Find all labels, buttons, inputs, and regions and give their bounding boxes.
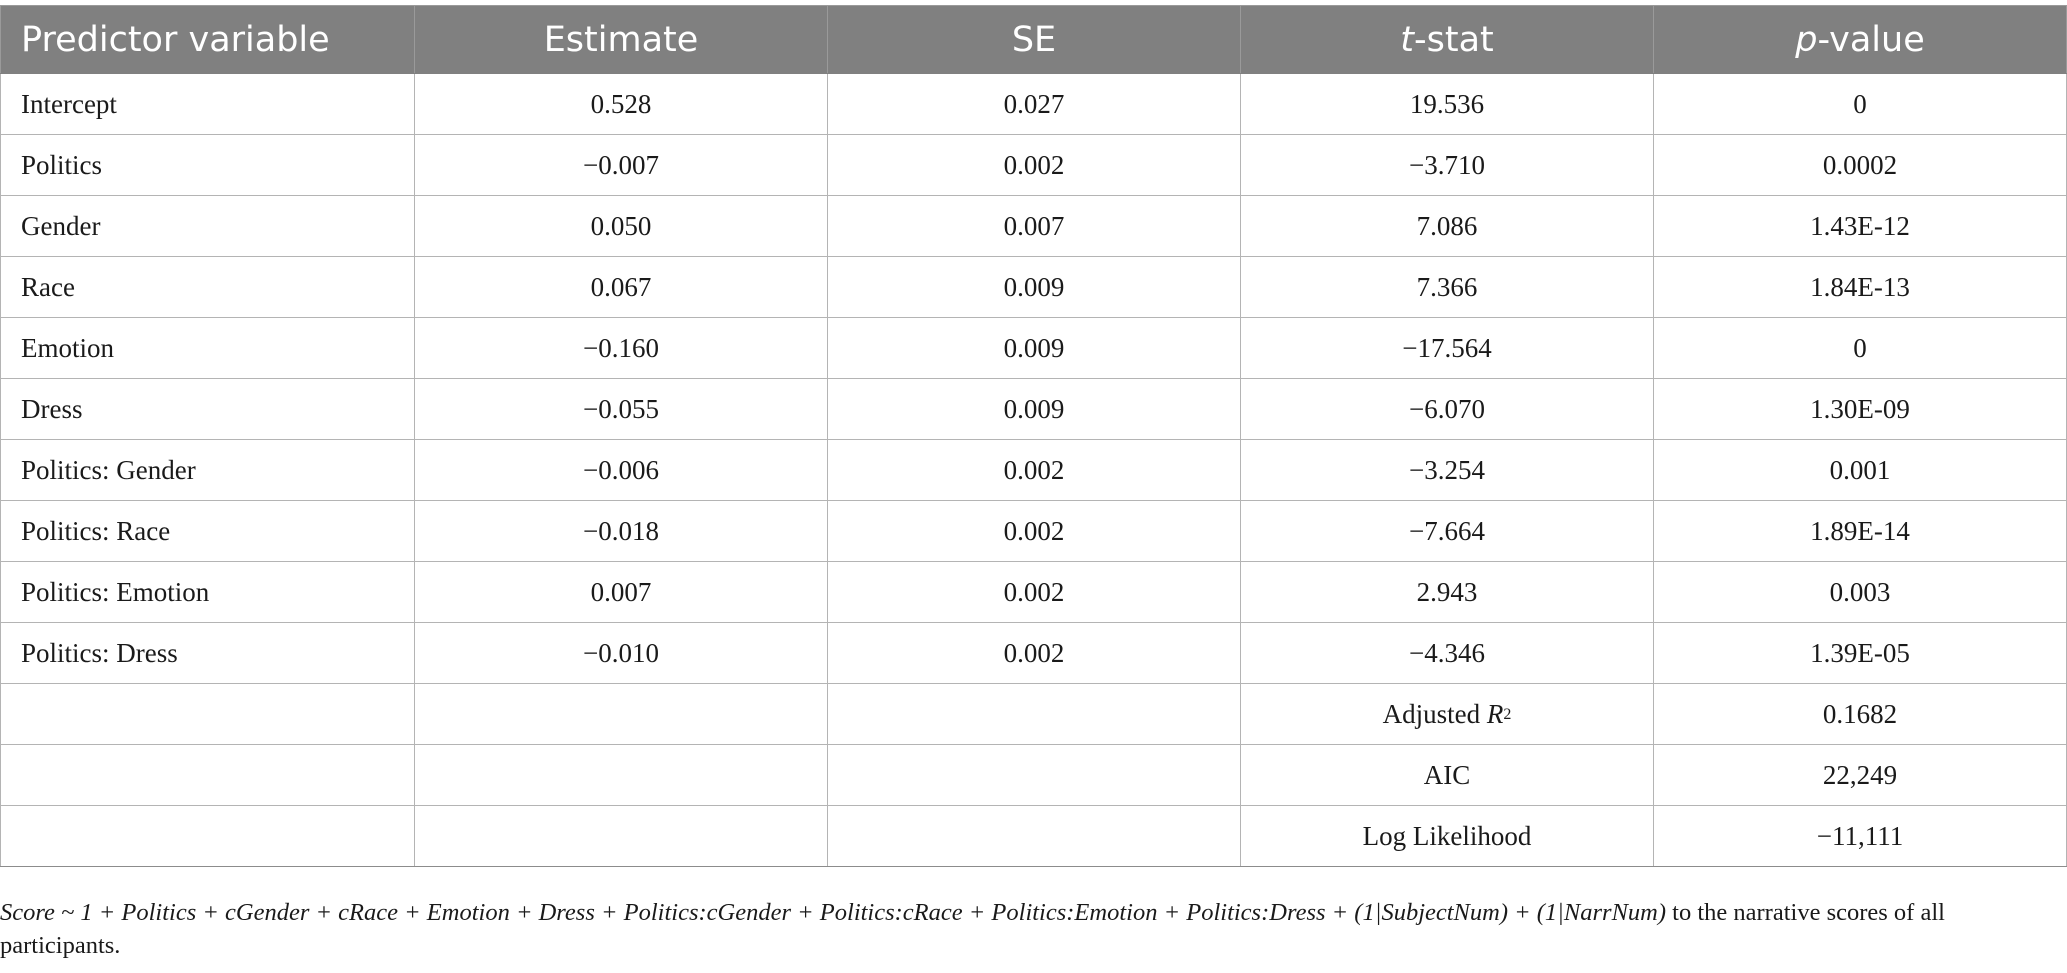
t-stat-cell: 2.943 (1241, 562, 1654, 623)
estimate-cell: −0.018 (415, 501, 828, 562)
estimate-cell: 0.050 (415, 196, 828, 257)
table-row (1, 196, 2067, 257)
predictor-cell: Emotion (1, 318, 415, 379)
table-row (1, 440, 2067, 501)
header-predictor-variable: Predictor variable (1, 6, 415, 74)
table-header (1, 6, 2067, 74)
table-row (1, 623, 2067, 684)
predictor-cell: Gender (1, 196, 415, 257)
estimate-cell: −0.007 (415, 135, 828, 196)
fit-stat-label-superscript: 2 (1503, 705, 1512, 723)
fit-stat-label-symbol: R (1486, 698, 1504, 729)
p-value-cell: 1.43E-12 (1654, 196, 2067, 257)
p-value-cell: 1.30E-09 (1654, 379, 2067, 440)
predictor-cell: Intercept (1, 74, 415, 135)
p-value-cell: 0.001 (1654, 440, 2067, 501)
estimate-cell: −0.055 (415, 379, 828, 440)
table-row (1, 501, 2067, 562)
t-stat-cell: −3.710 (1241, 135, 1654, 196)
table-row (1, 74, 2067, 135)
empty-cell (1, 684, 415, 745)
header-t-stat-symbol: t (1400, 19, 1414, 60)
se-cell: 0.002 (828, 501, 1241, 562)
p-value-cell: 1.39E-05 (1654, 623, 2067, 684)
fit-stat-row (1, 745, 2067, 806)
empty-cell (828, 684, 1241, 745)
predictor-cell: Politics: Gender (1, 440, 415, 501)
header-t-stat-suffix: -stat (1413, 19, 1494, 60)
estimate-cell: 0.067 (415, 257, 828, 318)
header-se: SE (828, 6, 1241, 74)
table-body (1, 74, 2067, 867)
se-cell: 0.009 (828, 379, 1241, 440)
estimate-cell: −0.010 (415, 623, 828, 684)
p-value-cell: 1.89E-14 (1654, 501, 2067, 562)
table-row (1, 257, 2067, 318)
fit-stat-label (1241, 806, 1654, 867)
fit-stat-value: 0.1682 (1654, 684, 2067, 745)
predictor-cell: Politics: Race (1, 501, 415, 562)
fit-stat-value: −11,111 (1654, 806, 2067, 867)
p-value-cell: 0.0002 (1654, 135, 2067, 196)
p-value-cell: 0 (1654, 318, 2067, 379)
se-cell: 0.007 (828, 196, 1241, 257)
predictor-cell: Race (1, 257, 415, 318)
t-stat-cell: −7.664 (1241, 501, 1654, 562)
empty-cell (415, 745, 828, 806)
predictor-cell: Politics (1, 135, 415, 196)
empty-cell (1, 745, 415, 806)
se-cell: 0.002 (828, 440, 1241, 501)
table-footnote (0, 896, 2060, 962)
predictor-cell: Politics: Dress (1, 623, 415, 684)
empty-cell (415, 684, 828, 745)
se-cell: 0.027 (828, 74, 1241, 135)
footnote-formula: Score ~ 1 + Politics + cGender + cRace + Emotion + Dress + Politics:cGender + Politics:cRace + Politics:Emotion + Politics:Dress + (1|SubjectNum) + (1|NarrNum) (0, 899, 1667, 926)
estimate-cell: 0.007 (415, 562, 828, 623)
table-row (1, 379, 2067, 440)
p-value-cell: 1.84E-13 (1654, 257, 2067, 318)
se-cell: 0.002 (828, 135, 1241, 196)
header-estimate: Estimate (415, 6, 828, 74)
empty-cell (415, 806, 828, 867)
footnote-text: to the narrative scores of all participants. (0, 899, 1945, 959)
estimate-cell: 0.528 (415, 74, 828, 135)
predictor-cell: Politics: Emotion (1, 562, 415, 623)
header-t-stat (1241, 6, 1654, 74)
fit-stat-label-text: Adjusted (1382, 698, 1487, 729)
t-stat-cell: −4.346 (1241, 623, 1654, 684)
header-row (1, 6, 2067, 74)
fit-stat-label (1241, 745, 1654, 806)
table-row (1, 318, 2067, 379)
fit-stat-label-text: AIC (1423, 759, 1471, 790)
se-cell: 0.002 (828, 562, 1241, 623)
se-cell: 0.009 (828, 318, 1241, 379)
fit-stat-row (1, 684, 2067, 745)
t-stat-cell: 7.086 (1241, 196, 1654, 257)
table-row (1, 562, 2067, 623)
estimate-cell: −0.006 (415, 440, 828, 501)
header-p-value (1654, 6, 2067, 74)
predictor-cell: Dress (1, 379, 415, 440)
se-cell: 0.002 (828, 623, 1241, 684)
empty-cell (828, 745, 1241, 806)
header-p-value-symbol: p (1795, 19, 1818, 60)
regression-table-container (0, 5, 2066, 867)
estimate-cell: −0.160 (415, 318, 828, 379)
table-row (1, 135, 2067, 196)
p-value-cell: 0 (1654, 74, 2067, 135)
t-stat-cell: 19.536 (1241, 74, 1654, 135)
fit-stat-row (1, 806, 2067, 867)
t-stat-cell: 7.366 (1241, 257, 1654, 318)
t-stat-cell: −3.254 (1241, 440, 1654, 501)
empty-cell (1, 806, 415, 867)
fit-stat-label (1241, 684, 1654, 745)
fit-stat-label-text: Log Likelihood (1362, 820, 1532, 851)
t-stat-cell: −17.564 (1241, 318, 1654, 379)
header-p-value-suffix: -value (1817, 19, 1925, 60)
t-stat-cell: −6.070 (1241, 379, 1654, 440)
se-cell: 0.009 (828, 257, 1241, 318)
empty-cell (828, 806, 1241, 867)
fit-stat-value: 22,249 (1654, 745, 2067, 806)
regression-table (0, 5, 2067, 867)
p-value-cell: 0.003 (1654, 562, 2067, 623)
